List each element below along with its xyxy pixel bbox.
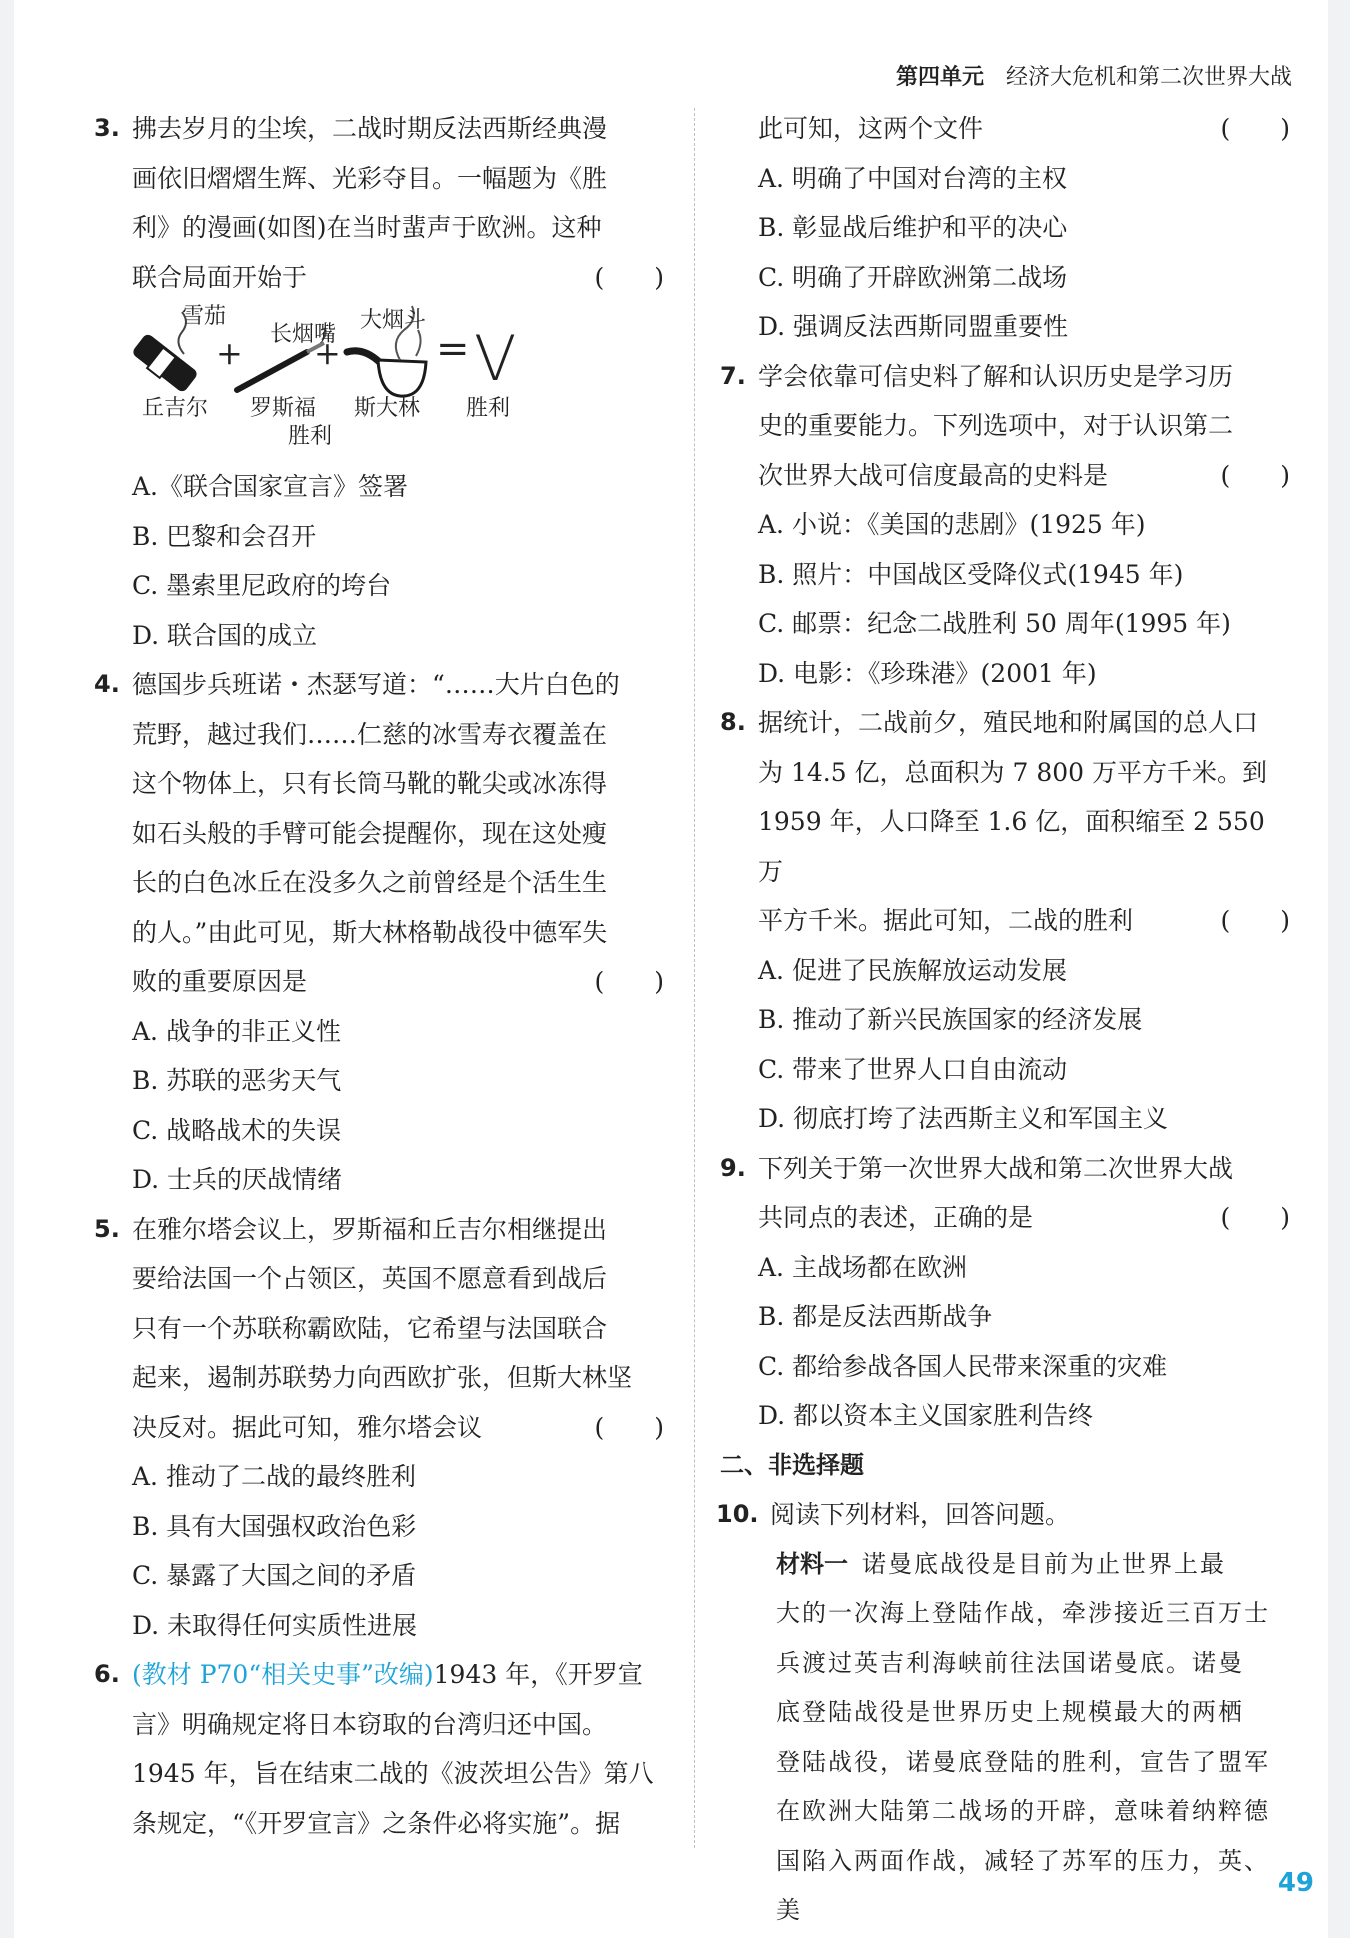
answer-paren: ( ) [1220,114,1290,143]
option-a: A. 明确了中国对台湾的主权 [758,163,1067,193]
option-d: D. 都以资本主义国家胜利告终 [758,1401,1094,1430]
option-d: D. 电影：《珍珠港》(2001 年) [758,658,1097,688]
stem-line: 阅读下列材料，回答问题。 [770,1500,1071,1529]
material-line: 登陆战役，诺曼底登陆的胜利，宣告了盟军 [776,1747,1270,1776]
stem-line: 1945 年，旨在结束二战的《波茨坦公告》第八 [132,1759,654,1788]
option-a: A. 促进了民族解放运动发展 [758,955,1067,985]
option-d: D. 强调反法西斯同盟重要性 [758,312,1069,341]
option-a: A. 推动了二战的最终胜利 [132,1462,416,1491]
question-number: 7. [720,361,746,390]
material-line: 底登陆战役是世界历史上规模最大的两栖 [776,1698,1244,1726]
question-4 [94,660,664,1007]
answer-paren: ( ) [1220,460,1290,490]
stem-line: 为 14.5 亿，总面积为 7 800 万平方千米。到 [758,757,1268,787]
cartoon-figure [132,302,664,462]
question-number: 4. [94,670,120,698]
option-b: B. 彰显战后维护和平的决心 [758,213,1068,242]
answer-paren: ( ) [594,1412,664,1442]
left-margin [0,0,14,1938]
stem-line: 只有一个苏联称霸欧陆，它希望与法国联合 [132,1313,608,1343]
stem-line: 次世界大战可信度最高的史料是 ( ) [758,451,1290,501]
answer-paren: ( ) [594,967,664,996]
question-number: 6. [94,1660,120,1688]
material-label: 材料一 [776,1549,848,1578]
option-c: C. 都给参战各国人民带来深重的灾难 [758,1351,1168,1381]
option-c: C. 带来了世界人口自由流动 [758,1054,1068,1084]
option-b: B. 照片：中国战区受降仪式(1945 年) [758,559,1184,589]
question-5 [94,1205,664,1453]
option-d: D. 士兵的厌战情绪 [132,1165,343,1194]
victory-v: V [474,322,517,395]
label-pipe: 大烟斗 [360,308,427,333]
material-line: 大的一次海上登陆作战，牵涉接近三百万士 [776,1599,1270,1627]
option-b: B. 具有大国强权政治色彩 [132,1511,417,1541]
option-d: D. 彻底打垮了法西斯主义和军国主义 [758,1104,1169,1133]
label-stalin: 斯大林 [354,396,421,421]
option-c: C. 战略战术的失误 [132,1115,342,1145]
question-number: 8. [720,708,746,736]
right-column [716,104,1290,1936]
question-6-continued [720,104,1290,154]
option-b: B. 巴黎和会召开 [132,521,317,551]
material-1 [720,1540,1290,1936]
material-line: 兵渡过英吉利海峡前往法国诺曼底。诺曼 [776,1648,1244,1677]
question-9 [720,1144,1290,1243]
label-holder: 长烟嘴 [270,322,337,347]
question-number: 5. [94,1214,120,1243]
stem-line: 如石头般的手臂可能会提醒你，现在这处瘦 [132,818,608,848]
stem-line: 画依旧熠熠生辉、光彩夺目。一幅题为《胜 [132,163,608,193]
stem-line: 共同点的表述，正确的是 ( ) [758,1193,1290,1243]
stem-line: 联合局面开始于 ( ) [132,253,664,303]
stem-line: 要给法国一个占领区，英国不愿意看到战后 [132,1264,608,1293]
stem-line: 下列关于第一次世界大战和第二次世界大战 [758,1153,1234,1183]
stem-line: 条规定，“《开罗宣言》之条件必将实施”。据 [132,1808,621,1838]
stem-line: 的人。”由此可见，斯大林格勒战役中德军失 [132,917,608,947]
option-d: D. 联合国的成立 [132,620,318,650]
page-number: 49 [1277,1868,1314,1898]
stem-line: 此可知，这两个文件 ( ) [758,104,1290,154]
stem-line: 拂去岁月的尘埃，二战时期反法西斯经典漫 [132,114,608,143]
plus-sign: + [216,334,243,372]
option-d: D. 未取得任何实质性进展 [132,1610,418,1640]
right-margin [1328,0,1350,1938]
stem-line: 起来，遏制苏联势力向西欧扩张，但斯大林坚 [132,1363,633,1392]
option-b: B. 都是反法西斯战争 [758,1302,993,1331]
stem-line: 长的白色冰丘在没多久之前曾经是个活生生 [132,868,608,897]
stem-line: 这个物体上，只有长筒马靴的靴尖或冰冻得 [132,769,608,798]
column-divider [694,108,695,1848]
question-6 [94,1650,664,1848]
stem-line: 决反对。据此可知，雅尔塔会议 ( ) [132,1403,664,1453]
label-cigar: 雪茄 [182,304,227,329]
stem-line: 学会依靠可信史料了解和认识历史是学习历 [758,361,1234,391]
question-10 [716,1490,1290,1540]
option-c: C. 暴露了大国之间的矛盾 [132,1561,417,1590]
section-heading: 二、非选择题 [720,1450,864,1479]
stem-line: 败的重要原因是 ( ) [132,957,664,1007]
option-a: A. 战争的非正义性 [132,1016,341,1046]
material-line: 材料一 诺曼底战役是目前为止世界上最 [776,1549,1226,1578]
option-c: C. 明确了开辟欧洲第二战场 [758,262,1068,292]
stem-line: 在雅尔塔会议上，罗斯福和丘吉尔相继提出 [132,1214,608,1244]
label-roosevelt: 罗斯福 [250,396,317,421]
answer-paren: ( ) [1220,906,1290,935]
option-b: B. 推动了新兴民族国家的经济发展 [758,1005,1143,1034]
stem-line: 荒野，越过我们……仁慈的冰雪寿衣覆盖在 [132,719,608,749]
question-number: 9. [720,1153,746,1182]
answer-paren: ( ) [1220,1203,1290,1232]
left-column [94,104,664,1848]
equals-sign: = [436,326,470,372]
label-victory: 胜利 [466,396,511,421]
unit-title: 经济大危机和第二次世界大战 [1005,65,1292,90]
label-churchill: 丘吉尔 [142,396,209,421]
question-7 [720,352,1290,501]
textbook-source-tag: (教材 P70“相关史事”改编) [132,1660,434,1689]
stem-line: 利》的漫画(如图)在当时蜚声于欧洲。这种 [132,213,602,242]
question-8 [720,698,1290,946]
stem-line: 平方千米。据此可知，二战的胜利 ( ) [758,896,1290,946]
unit-label: 第四单元 [895,65,984,90]
option-a: A. 小说：《美国的悲剧》(1925 年) [758,510,1146,539]
question-number: 10. [716,1500,759,1528]
answer-paren: ( ) [594,262,664,292]
option-b: B. 苏联的恶劣天气 [132,1066,342,1095]
material-line: 国陷入两面作战，减轻了苏军的压力，英、美 [776,1846,1270,1924]
stem-line: 史的重要能力。下列选项中，对于认识第二 [758,411,1234,440]
question-3 [94,104,664,302]
figure-caption: 胜利 [288,424,333,449]
option-a: A.《联合国家宣言》签署 [132,472,409,501]
stem-line: 德国步兵班诺・杰瑟写道：“……大片白色的 [132,670,620,699]
question-number: 3. [94,114,120,142]
material-line: 在欧洲大陆第二战场的开辟，意味着纳粹德 [776,1797,1270,1825]
plus-sign: + [314,334,341,372]
stem-line: (教材 P70“相关史事”改编)1943 年，《开罗宣 [132,1660,643,1689]
option-a: A. 主战场都在欧洲 [758,1252,967,1282]
running-header [896,60,1292,91]
option-c: C. 墨索里尼政府的垮台 [132,571,392,600]
stem-line: 言》明确规定将日本窃取的台湾归还中国。 [132,1709,608,1739]
stem-line: 据统计，二战前夕，殖民地和附属国的总人口 [758,708,1259,737]
option-c: C. 邮票：纪念二战胜利 50 周年(1995 年) [758,609,1231,638]
stem-line: 1959 年，人口降至 1.6 亿，面积缩至 2 550 万 [758,807,1265,886]
